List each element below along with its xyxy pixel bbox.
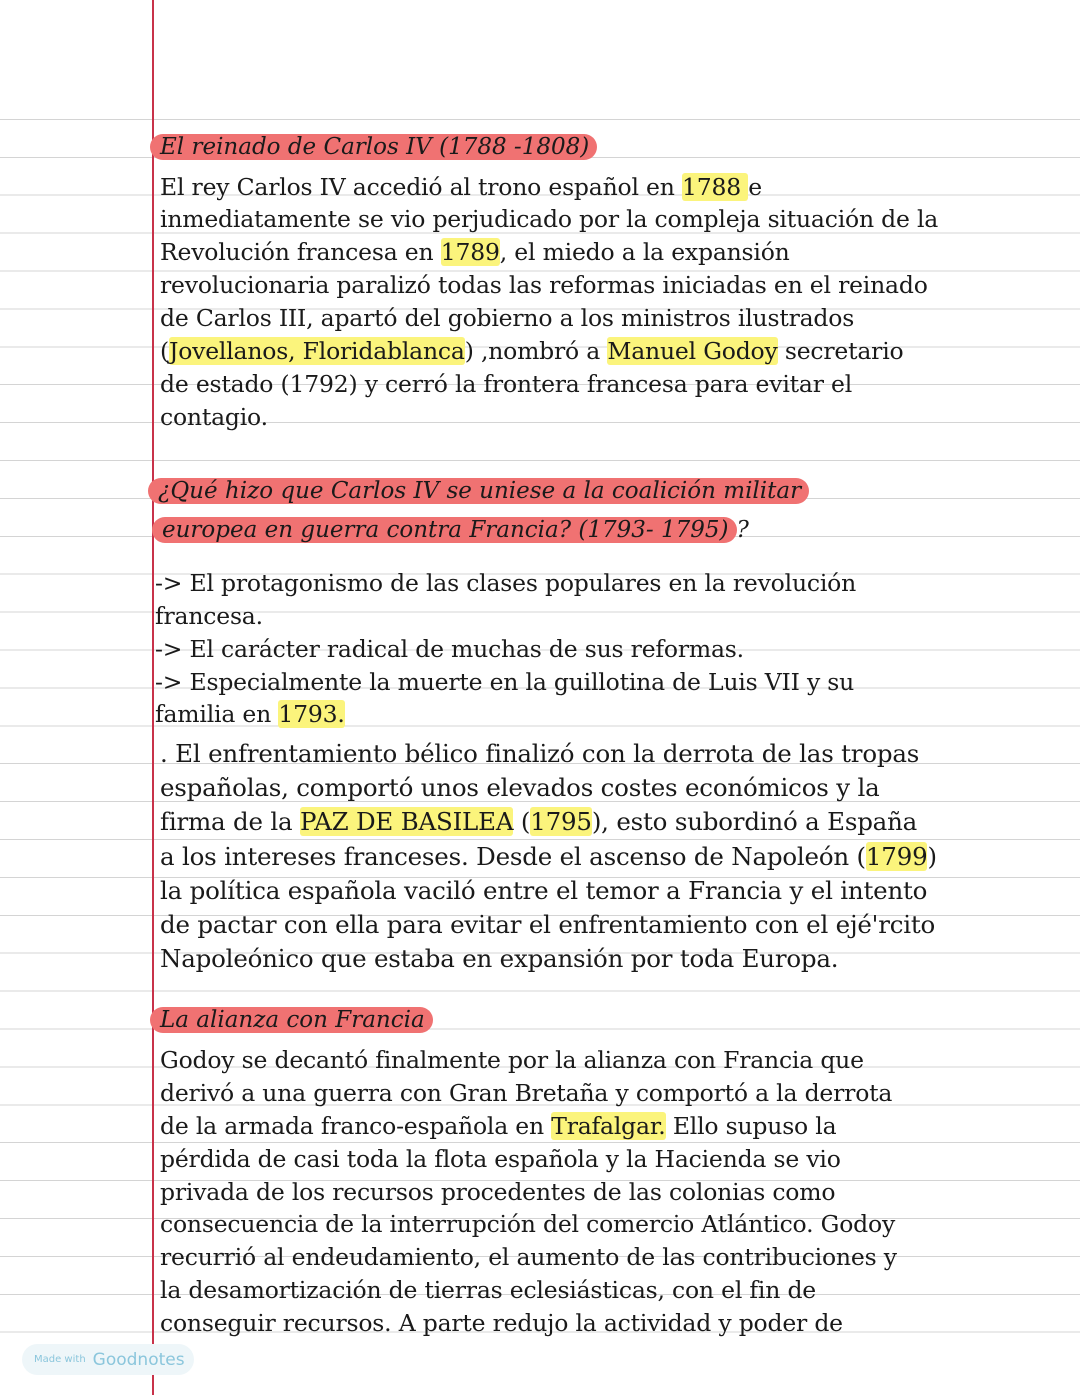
text-line — [160, 1111, 836, 1141]
body-text: españolas, comportó unos elevados costes económicos y la — [160, 773, 880, 802]
text-line — [160, 172, 762, 202]
body-text: -> El carácter radical de muchas de sus reformas. — [155, 635, 744, 663]
text-line — [155, 601, 263, 631]
body-text: ( — [160, 337, 169, 365]
text-line — [160, 402, 268, 432]
body-text: revolucionaria paralizó todas las reformas iniciadas en el reinado — [160, 271, 928, 299]
body-text: . El enfrentamiento bélico finalizó con la derrota de las tropas — [160, 739, 920, 768]
body-text: derivó a una guerra con Gran Bretaña y comportó a la derrota — [160, 1079, 893, 1107]
heading-text: ? — [736, 517, 749, 543]
text-line — [160, 910, 935, 940]
body-text: El rey Carlos IV accedió al trono español en — [160, 173, 682, 201]
body-text: -> Especialmente la muerte en la guillotina de Luis VII y su — [155, 668, 855, 696]
highlighted-text: 1799 — [865, 842, 928, 871]
text-line — [155, 699, 345, 729]
text-line — [155, 634, 744, 664]
text-line — [160, 1045, 864, 1075]
body-text: Revolución francesa en — [160, 238, 441, 266]
body-text: de pactar con ella para evitar el enfrentamiento con el ejé'rcito — [160, 910, 936, 939]
text-line — [160, 1209, 895, 1239]
highlighted-text: 1795 — [530, 807, 592, 836]
section-heading — [150, 134, 597, 160]
body-text: a los intereses franceses. Desde el ascenso de Napoleón ( — [160, 842, 866, 871]
body-text: de Carlos III, apartó del gobierno a los ministros ilustrados — [160, 304, 855, 332]
body-text: familia en — [155, 700, 279, 728]
text-line — [160, 1078, 892, 1108]
body-text: de estado (1792) y cerró la frontera francesa para evitar el — [160, 370, 853, 398]
body-text: Napoleónico que estaba en expansión por toda Europa. — [160, 944, 839, 973]
text-line — [160, 303, 854, 333]
highlighted-text: Jovellanos, Floridablanca — [168, 337, 465, 365]
body-text: consecuencia de la interrupción del comercio Atlántico. Godoy — [160, 1210, 896, 1238]
text-line — [160, 369, 852, 399]
badge-made-with: Made with — [34, 1354, 86, 1365]
body-text: privada de los recursos procedentes de las colonias como — [160, 1178, 836, 1206]
text-line — [155, 568, 856, 598]
text-line — [160, 773, 879, 803]
section-heading — [148, 478, 809, 504]
text-line — [160, 1242, 897, 1272]
highlighted-text: Trafalgar. — [551, 1112, 666, 1140]
highlighted-text: 1793. — [278, 700, 345, 728]
body-text: recurrió al endeudamiento, el aumento de las contribuciones y — [160, 1243, 897, 1271]
heading-marker-text: La alianza con Francia — [150, 1007, 433, 1033]
text-line — [160, 876, 927, 906]
text-line — [160, 807, 917, 837]
badge-brand: Goodnotes — [92, 1349, 185, 1370]
body-text: ) ,nombró a — [464, 337, 608, 365]
text-line — [160, 204, 938, 234]
highlighted-text: 1788 — [681, 173, 749, 201]
section-heading — [152, 517, 749, 543]
body-text: ( — [513, 807, 531, 836]
goodnotes-badge[interactable] — [22, 1344, 194, 1375]
text-line — [160, 1177, 835, 1207]
body-text: la política española vaciló entre el temor a Francia y el intento — [160, 876, 928, 905]
highlighted-text: Manuel Godoy — [607, 337, 778, 365]
body-text: pérdida de casi toda la flota española y la Hacienda se vio — [160, 1145, 841, 1173]
body-text: la desamortización de tierras eclesiásticas, con el fin de — [160, 1276, 817, 1304]
body-text: de la armada franco-española en — [160, 1112, 552, 1140]
body-text: -> El protagonismo de las clases populares en la revolución — [155, 569, 857, 597]
body-text: secretario — [777, 337, 904, 365]
body-text: inmediatamente se vio perjudicado por la compleja situación de la — [160, 205, 939, 233]
text-line — [160, 739, 919, 769]
text-line — [160, 336, 904, 366]
body-text: contagio. — [160, 403, 268, 431]
text-line — [160, 1144, 841, 1174]
text-line — [160, 842, 937, 872]
text-line — [155, 667, 854, 697]
heading-marker-text: europea en guerra contra Francia? (1793- 1795) — [152, 517, 737, 543]
heading-marker-text: El reinado de Carlos IV (1788 -1808) — [150, 134, 597, 160]
body-text: ), esto subordinó a España — [591, 807, 918, 836]
body-text: , el miedo a la expansión — [499, 238, 790, 266]
text-line — [160, 944, 838, 974]
highlighted-text: 1789 — [440, 238, 500, 266]
body-text: Ello supuso la — [665, 1112, 837, 1140]
body-text: conseguir recursos. A parte redujo la actividad y poder de — [160, 1309, 843, 1337]
body-text: firma de la — [160, 807, 301, 836]
highlighted-text: PAZ DE BASILEA — [300, 807, 514, 836]
section-heading — [150, 1007, 433, 1033]
margin-line — [152, 0, 154, 1395]
text-line — [160, 270, 928, 300]
text-line — [160, 1308, 843, 1338]
text-line — [160, 237, 790, 267]
body-text: e — [748, 173, 762, 201]
body-text: Godoy se decantó finalmente por la alianza con Francia que — [160, 1046, 864, 1074]
body-text: ) — [927, 842, 937, 871]
heading-marker-text: ¿Qué hizo que Carlos IV se uniese a la coalición militar — [148, 478, 809, 504]
body-text: francesa. — [155, 602, 263, 630]
text-line — [160, 1275, 816, 1305]
